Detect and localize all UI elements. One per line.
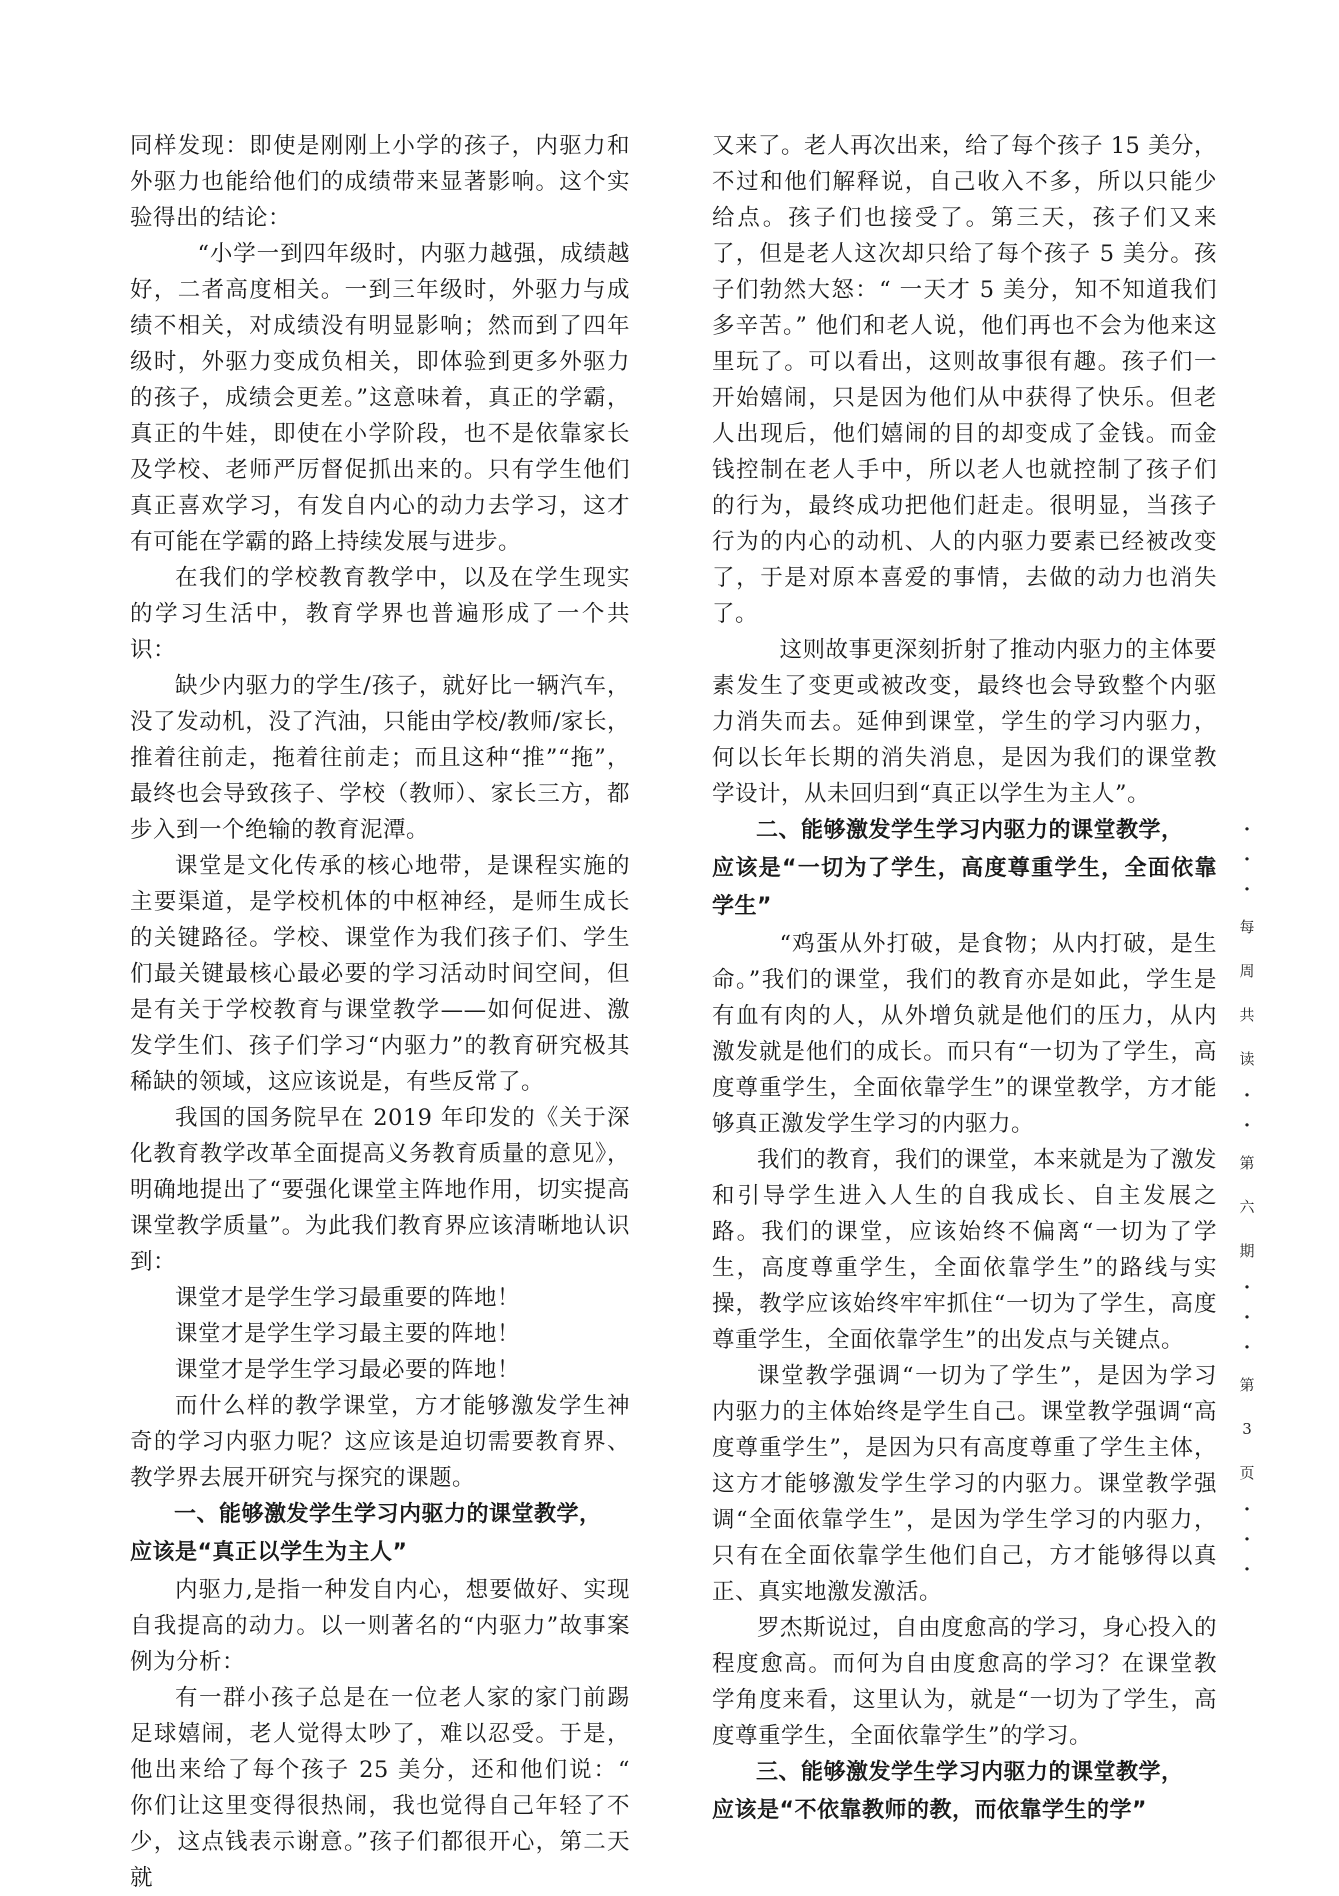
heading-line: 应该是“真正以学生为主人”: [130, 1540, 408, 1565]
dot-separator: ·: [1243, 1277, 1251, 1298]
paragraph: 我国的国务院早在 2019 年印发的《关于深化教育教学改革全面提高义务教育质量的意见》，明确地提出了“要强化课堂主阵地作用，切实提高课堂教学质量”。为此我们教育界应该清晰地认识到：: [130, 1105, 630, 1275]
paragraph: 课堂教学强调“一切为了学生”，是因为学习内驱力的主体始终是学生自己。课堂教学强调“高度尊重学生”，是因为只有高度尊重了学生主体，这方才能够激发学生学习的内驱力。课堂教学强调“全面依靠学生”，是因为学生学习的内驱力，只有在全面依靠学生他们自己，方才能够得以真正、真实地激发激活。: [712, 1363, 1217, 1605]
left-column: [130, 128, 630, 1896]
dot-separator: ·: [1243, 1115, 1251, 1136]
paragraph: 我们的教育，我们的课堂，本来就是为了激发和引导学生进入人生的自我成长、自主发展之路。我们的课堂，应该始终不偏离“一切为了学生，高度尊重学生，全面依靠学生”的路线与实操，教学应该始终牢牢抓住“一切为了学生，高度尊重学生，全面依靠学生”的出发点与关键点。: [712, 1147, 1218, 1353]
dot-separator: ·: [1243, 849, 1251, 870]
sidebar-char: 读: [1239, 1050, 1255, 1068]
right-column: [712, 128, 1217, 1830]
sidebar-char: 六: [1239, 1198, 1255, 1216]
paragraph: 课堂才是学生学习最必要的阵地！: [175, 1357, 521, 1383]
sidebar-char: 3: [1242, 1420, 1252, 1438]
sidebar-char: 第: [1239, 1376, 1255, 1394]
sidebar-char: 共: [1239, 1006, 1255, 1024]
paragraph: 这则故事更深刻折射了推动内驱力的主体要素发生了变更或被改变，最终也会导致整个内驱力消失而去。延伸到课堂，学生的学习内驱力，何以长年长期的消失消息，是因为我们的课堂教学设计，从未回归到“真正以学生为主人”。: [712, 637, 1217, 807]
paragraph: 在我们的学校教育教学中，以及在学生现实的学习生活中，教育学界也普遍形成了一个共识：: [130, 565, 630, 663]
heading-line: 一、能够激发学生学习内驱力的课堂教学，: [174, 1502, 602, 1527]
dot-separator: ·: [1243, 1337, 1251, 1358]
paragraph: 课堂才是学生学习最重要的阵地！: [175, 1285, 521, 1311]
paragraph: 而什么样的教学课堂，方才能够激发学生神奇的学习内驱力呢？这应该是迫切需要教育界、教学界去展开研究与探究的课题。: [130, 1393, 630, 1491]
section-heading-1: [130, 1496, 630, 1572]
paragraph: 有一群小孩子总是在一位老人家的家门前踢足球嬉闹，老人觉得太吵了，难以忍受。于是，他出来给了每个孩子 25 美分，还和他们说：“ 你们让这里变得很热闹，我也觉得自己年轻了不少，这点钱表示谢意。”孩子们都很开心，第二天就: [130, 1685, 630, 1891]
dot-separator: ·: [1243, 879, 1251, 900]
heading-line: 三、能够激发学生学习内驱力的课堂教学，: [756, 1760, 1184, 1785]
heading-line: 应该是“一切为了学生，高度尊重学生，全面依靠学生”: [712, 856, 1217, 919]
vertical-sidebar-label: [1235, 815, 1259, 1585]
sidebar-char: 周: [1239, 962, 1255, 980]
section-heading-2: [712, 812, 1217, 926]
sidebar-char: 每: [1239, 918, 1255, 936]
section-heading-3: [712, 1754, 1217, 1830]
heading-line: 二、能够激发学生学习内驱力的课堂教学，: [756, 818, 1184, 843]
paragraph: 课堂是文化传承的核心地带，是课程实施的主要渠道，是学校机体的中枢神经，是师生成长的关键路径。学校、课堂作为我们孩子们、学生们最关键最核心最必要的学习活动时间空间，但是有关于学校教育与课堂教学——如何促进、激发学生们、孩子们学习“内驱力”的教育研究极其稀缺的领域，这应该说是，有些反常了。: [130, 853, 630, 1095]
dot-separator: ·: [1243, 1529, 1251, 1550]
dot-separator: ·: [1243, 819, 1251, 840]
paragraph: 同样发现：即使是刚刚上小学的孩子，内驱力和外驱力也能给他们的成绩带来显著影响。这个实验得出的结论：: [130, 133, 630, 231]
heading-line: 应该是“不依靠教师的教，而依靠学生的学”: [712, 1798, 1147, 1823]
sidebar-char: 第: [1239, 1154, 1255, 1172]
dot-separator: ·: [1243, 1085, 1251, 1106]
paragraph: 缺少内驱力的学生/孩子，就好比一辆汽车，没了发动机，没了汽油，只能由学校/教师/家长，推着往前走，拖着往前走；而且这种“推”“拖”，最终也会导致孩子、学校（教师）、家长三方，都步入到一个绝输的教育泥潭。: [130, 673, 630, 843]
dot-separator: ·: [1243, 1499, 1251, 1520]
dot-separator: ·: [1243, 1559, 1251, 1580]
quote-paragraph: “小学一到四年级时，内驱力越强，成绩越好，二者高度相关。一到三年级时，外驱力与成绩不相关，对成绩没有明显影响；然而到了四年级时，外驱力变成负相关，即体验到更多外驱力的孩子，成绩会更差。”这意味着，真正的学霸，真正的牛娃，即使在小学阶段，也不是依靠家长及学校、老师严厉督促抓出来的。只有学生他们真正喜欢学习，有发自内心的动力去学习，这才有可能在学霸的路上持续发展与进步。: [130, 241, 630, 555]
sidebar-char: 页: [1239, 1464, 1255, 1482]
paragraph: 课堂才是学生学习最主要的阵地！: [175, 1321, 521, 1347]
paragraph: 内驱力,是指一种发自内心，想要做好、实现自我提高的动力。以一则著名的“内驱力”故事案例为分析：: [130, 1577, 630, 1675]
paragraph: 又来了。老人再次出来，给了每个孩子 15 美分，不过和他们解释说，自己收入不多，所以只能少给点。孩子们也接受了。第三天，孩子们又来了，但是老人这次却只给了每个孩子 5 美分。孩子们勃然大怒：“ 一天才 5 美分，知不知道我们多辛苦。” 他们和老人说，他们再也不会为他来这里玩了。可以看出，这则故事很有趣。孩子们一开始嬉闹，只是因为他们从中获得了快乐。但老人出现后，他们嬉闹的目的却变成了金钱。而金钱控制在老人手中，所以老人也就控制了孩子们的行为，最终成功把他们赶走。很明显，当孩子行为的内心的动机、人的内驱力要素已经被改变了，于是对原本喜爱的事情，去做的动力也消失了。: [712, 133, 1217, 627]
paragraph: 罗杰斯说过，自由度愈高的学习，身心投入的程度愈高。而何为自由度愈高的学习？在课堂教学角度来看，这里认为，就是“一切为了学生，高度尊重学生，全面依靠学生”的学习。: [712, 1615, 1218, 1749]
paragraph: “鸡蛋从外打破，是食物；从内打破，是生命。”我们的课堂，我们的教育亦是如此，学生是有血有肉的人，从外增负就是他们的压力，从内激发就是他们的成长。而只有“一切为了学生，高度尊重学生，全面依靠学生”的课堂教学，方才能够真正激发学生学习的内驱力。: [712, 931, 1217, 1137]
sidebar-char: 期: [1239, 1242, 1255, 1260]
dot-separator: ·: [1243, 1307, 1251, 1328]
